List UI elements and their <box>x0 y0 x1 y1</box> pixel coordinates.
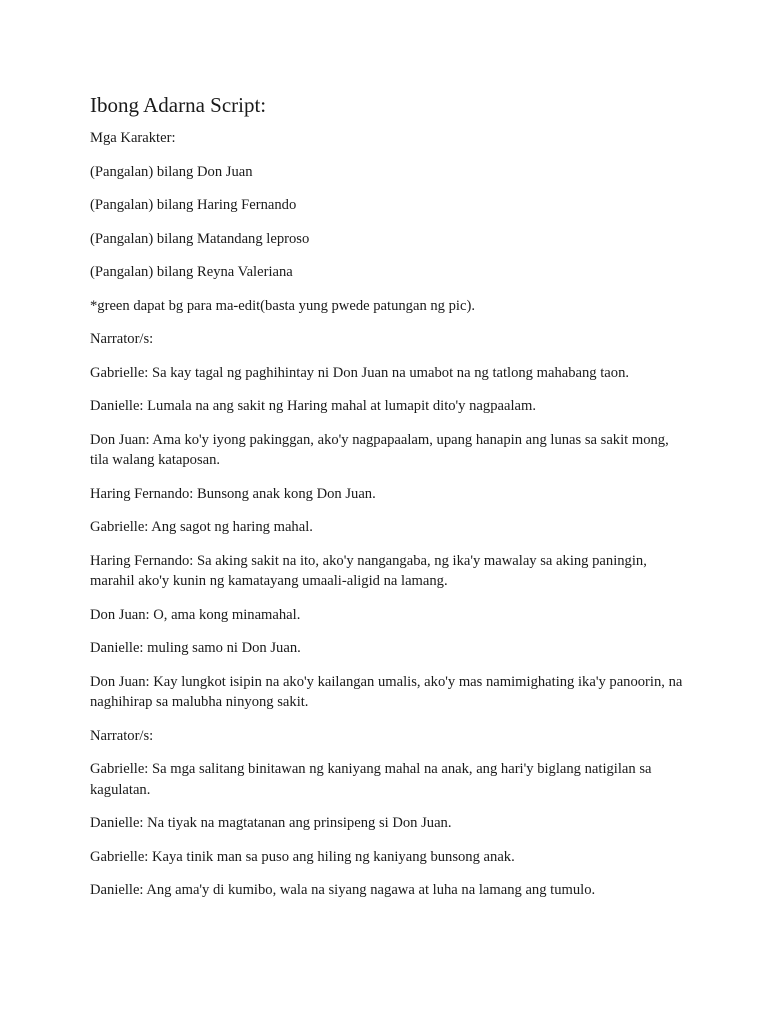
script-line: Narrator/s: <box>90 331 154 347</box>
script-line: Don Juan: Kay lungkot isipin na ako'y kailangan umalis, ako'y mas namimighating ika'y panoorin, na naghihirap sa malubha ninyong sakit. <box>90 673 683 710</box>
script-line: (Pangalan) bilang Haring Fernando <box>90 197 297 213</box>
document-title: Ibong Adarna Script: <box>90 93 267 117</box>
script-line: Gabrielle: Kaya tinik man sa puso ang hiling ng kaniyang bunsong anak. <box>90 848 515 865</box>
script-line: (Pangalan) bilang Don Juan <box>90 163 253 180</box>
script-line: Danielle: Ang ama'y di kumibo, wala na siyang nagawa at luha na lamang ang tumulo. <box>90 882 596 898</box>
script-line: Don Juan: Ama ko'y iyong pakinggan, ako'y nagpapaalam, upang hanapin ang lunas sa sakit mong, tila walang kataposan. <box>90 431 669 468</box>
script-line: Haring Fernando: Sa aking sakit na ito, ako'y nangangaba, ng ika'y mawalay sa aking paningin, marahil ako'y kunin ng kamatayang umaali-aligid na lamang. <box>90 552 647 589</box>
script-line: Don Juan: O, ama kong minamahal. <box>90 606 301 623</box>
script-line: Narrator/s: <box>90 727 154 744</box>
script-line: Gabrielle: Ang sagot ng haring mahal. <box>90 519 313 535</box>
script-line: Danielle: Lumala na ang sakit ng Haring mahal at lumapit dito'y nagpaalam. <box>90 398 536 414</box>
script-line: Gabrielle: Sa mga salitang binitawan ng kaniyang mahal na anak, ang hari'y biglang natigilan sa kagulatan. <box>90 761 652 798</box>
script-line: Mga Karakter: <box>90 130 176 146</box>
script-line: *green dapat bg para ma-edit(basta yung pwede patungan ng pic). <box>90 297 475 314</box>
script-line: (Pangalan) bilang Matandang leproso <box>90 230 310 247</box>
document-content <box>90 92 690 914</box>
script-line: Haring Fernando: Bunsong anak kong Don Juan. <box>90 485 376 502</box>
script-line: (Pangalan) bilang Reyna Valeriana <box>90 264 293 280</box>
script-line: Danielle: Na tiyak na magtatanan ang prinsipeng si Don Juan. <box>90 815 452 831</box>
script-line: Gabrielle: Sa kay tagal ng paghihintay ni Don Juan na umabot na ng tatlong mahabang taon. <box>90 364 630 381</box>
script-line: Danielle: muling samo ni Don Juan. <box>90 640 301 656</box>
